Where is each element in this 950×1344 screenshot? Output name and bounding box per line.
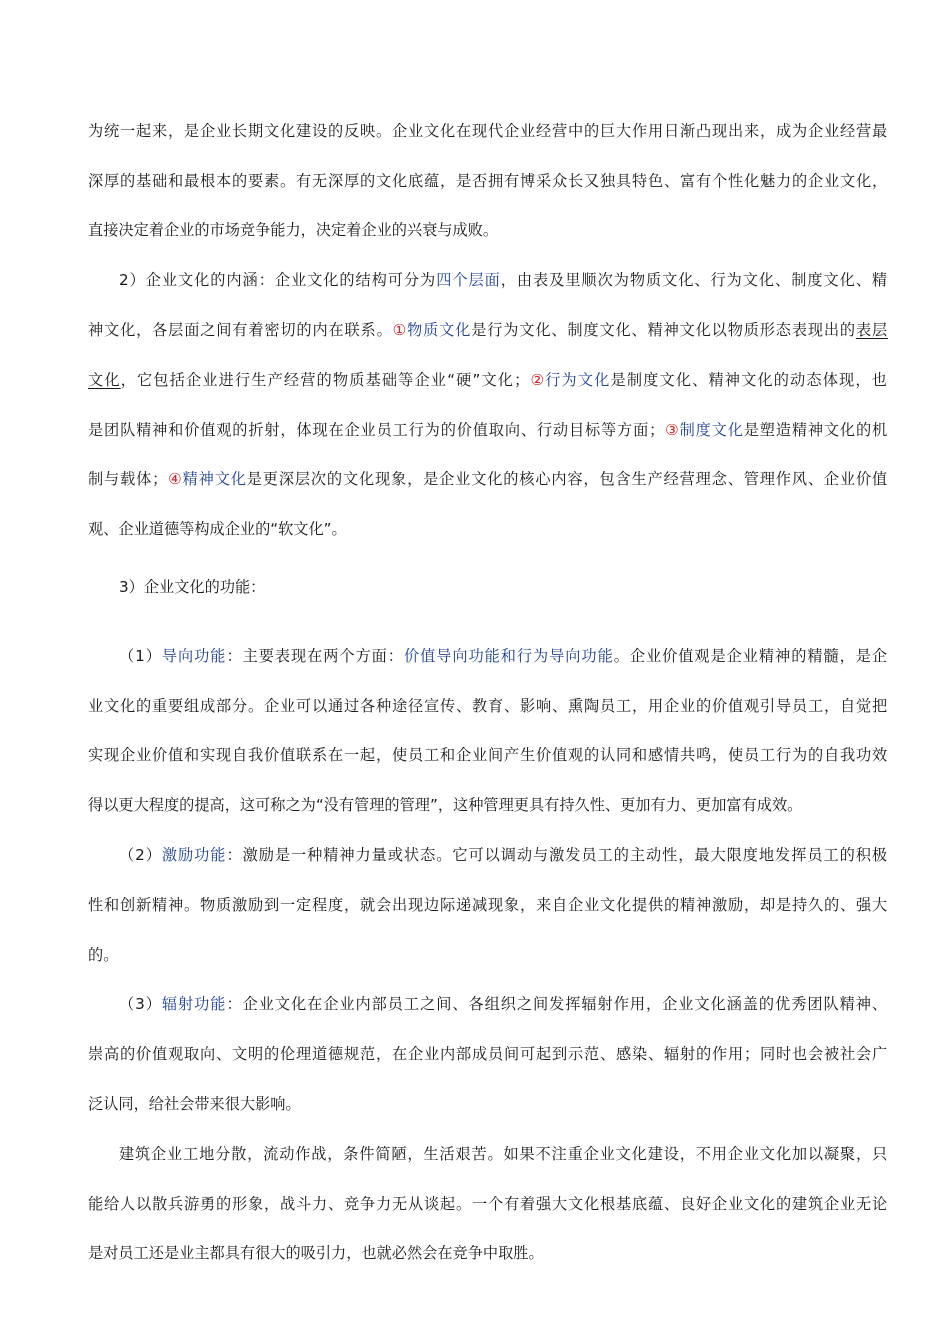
circled-number-marker: ① xyxy=(392,321,408,339)
text-run: 建筑企业工地分散，流动作战，条件简陋，生活艰苦。如果不注重企业文化建设，不用企业文化加以凝聚，只 xyxy=(119,1145,888,1163)
text-run: 直接决定着企业的市场竞争能力，决定着企业的兴衰与成败。 xyxy=(88,221,499,239)
text-line xyxy=(88,119,888,143)
text-run: 3）企业文化的功能： xyxy=(119,578,266,596)
text-run: 。企业价值观是企业精神的精髓，是企 xyxy=(613,647,888,665)
highlight-term: 导向功能 xyxy=(161,647,227,665)
highlight-term: 激励功能 xyxy=(161,846,227,864)
text-run: 的。 xyxy=(88,946,119,964)
text-line xyxy=(88,467,888,491)
underlined-term: 文化 xyxy=(88,371,121,389)
text-run: 制与载体； xyxy=(88,470,169,488)
text-run: 2）企业文化的内涵：企业文化的结构可分为 xyxy=(119,271,437,289)
text-line xyxy=(119,843,888,867)
section-heading xyxy=(119,575,888,599)
text-line xyxy=(88,169,888,193)
text-line xyxy=(88,318,888,342)
underlined-term: 表层 xyxy=(855,321,888,339)
text-line xyxy=(119,992,888,1016)
text-line xyxy=(88,793,888,817)
text-line xyxy=(88,368,888,392)
text-run: 崇高的价值观取向、文明的伦理道德规范，在企业内部成员间可起到示范、感染、辐射的作用；同时也会被社会广 xyxy=(88,1045,888,1063)
text-line xyxy=(88,743,888,767)
highlight-term: 物质文化 xyxy=(407,321,472,339)
text-run: 是对员工还是业主都具有很大的吸引力，也就必然会在竞争中取胜。 xyxy=(88,1244,544,1262)
text-line xyxy=(88,1092,888,1116)
text-line xyxy=(88,694,888,718)
text-line xyxy=(88,517,888,541)
text-run: 深厚的基础和最根本的要素。有无深厚的文化底蕴，是否拥有博采众长又独具特色、富有个性化魅力的企业文化， xyxy=(88,172,888,190)
text-line xyxy=(119,268,888,292)
circled-number-marker: ② xyxy=(530,371,546,389)
text-run: 实现企业价值和实现自我价值联系在一起，使员工和企业间产生价值观的认同和感情共鸣，使员工行为的自我功效 xyxy=(88,746,888,764)
text-run: ，由表及里顺次为物质文化、行为文化、制度文化、精 xyxy=(500,271,888,289)
highlight-term: 精神文化 xyxy=(182,470,247,488)
highlight-term: 价值导向功能和行为导向功能 xyxy=(403,647,614,665)
text-run: （2） xyxy=(119,846,162,864)
text-run: 性和创新精神。物质激励到一定程度，就会出现边际递减现象，来自企业文化提供的精神激励，却是持久的、强大 xyxy=(88,896,888,914)
text-run: ：主要表现在两个方面： xyxy=(226,647,404,665)
text-run: 业文化的重要组成部分。企业可以通过各种途径宣传、教育、影响、熏陶员工，用企业的价值观引导员工，自觉把 xyxy=(88,697,888,715)
text-line xyxy=(88,218,888,242)
text-run: ：激励是一种精神力量或状态。它可以调动与激发员工的主动性，最大限度地发挥员工的积极 xyxy=(226,846,888,864)
text-line xyxy=(88,418,888,442)
text-line xyxy=(88,893,888,917)
text-run: 能给人以散兵游勇的形象，战斗力、竞争力无从谈起。一个有着强大文化根基底蕴、良好企业文化的建筑企业无论 xyxy=(88,1195,888,1213)
highlight-term: 四个层面 xyxy=(436,271,501,289)
highlight-term: 制度文化 xyxy=(679,421,744,439)
text-run: 是制度文化、精神文化的动态体现，也 xyxy=(610,371,888,389)
text-line xyxy=(119,1142,888,1166)
text-run: 为统一起来，是企业长期文化建设的反映。企业文化在现代企业经营中的巨大作用日渐凸现出来，成为企业经营最 xyxy=(88,122,888,140)
text-run: 得以更大程度的提高，这可称之为“没有管理的管理”，这种管理更具有持久性、更加有力、更加富有成效。 xyxy=(88,796,803,814)
text-line xyxy=(88,1241,888,1265)
circled-number-marker: ③ xyxy=(665,421,680,439)
text-line xyxy=(88,1192,888,1216)
highlight-term: 行为文化 xyxy=(545,371,611,389)
text-run: 神文化，各层面之间有着密切的内在联系。 xyxy=(88,321,393,339)
text-run: 是团队精神和价值观的折射，体现在企业员工行为的价值取向、行动目标等方面； xyxy=(88,421,666,439)
text-run: 是更深层次的文化现象，是企业文化的核心内容，包含生产经营理念、管理作风、企业价值 xyxy=(246,470,888,488)
text-run: 观、企业道德等构成企业的“软文化”。 xyxy=(88,520,347,538)
circled-number-marker: ④ xyxy=(168,470,183,488)
text-line xyxy=(88,943,888,967)
text-run: ：企业文化在企业内部员工之间、各组织之间发挥辐射作用，企业文化涵盖的优秀团队精神、 xyxy=(226,995,888,1013)
text-run: （3） xyxy=(119,995,162,1013)
text-run: ，它包括企业进行生产经营的物质基础等企业“硬”文化； xyxy=(120,371,531,389)
text-line xyxy=(88,1042,888,1066)
text-line xyxy=(119,644,888,668)
text-run: 是塑造精神文化的机 xyxy=(743,421,888,439)
text-run: 是行为文化、制度文化、精神文化以物质形态表现出的 xyxy=(471,321,856,339)
text-run: 泛认同，给社会带来很大影响。 xyxy=(88,1095,301,1113)
highlight-term: 辐射功能 xyxy=(161,995,227,1013)
text-run: （1） xyxy=(119,647,162,665)
